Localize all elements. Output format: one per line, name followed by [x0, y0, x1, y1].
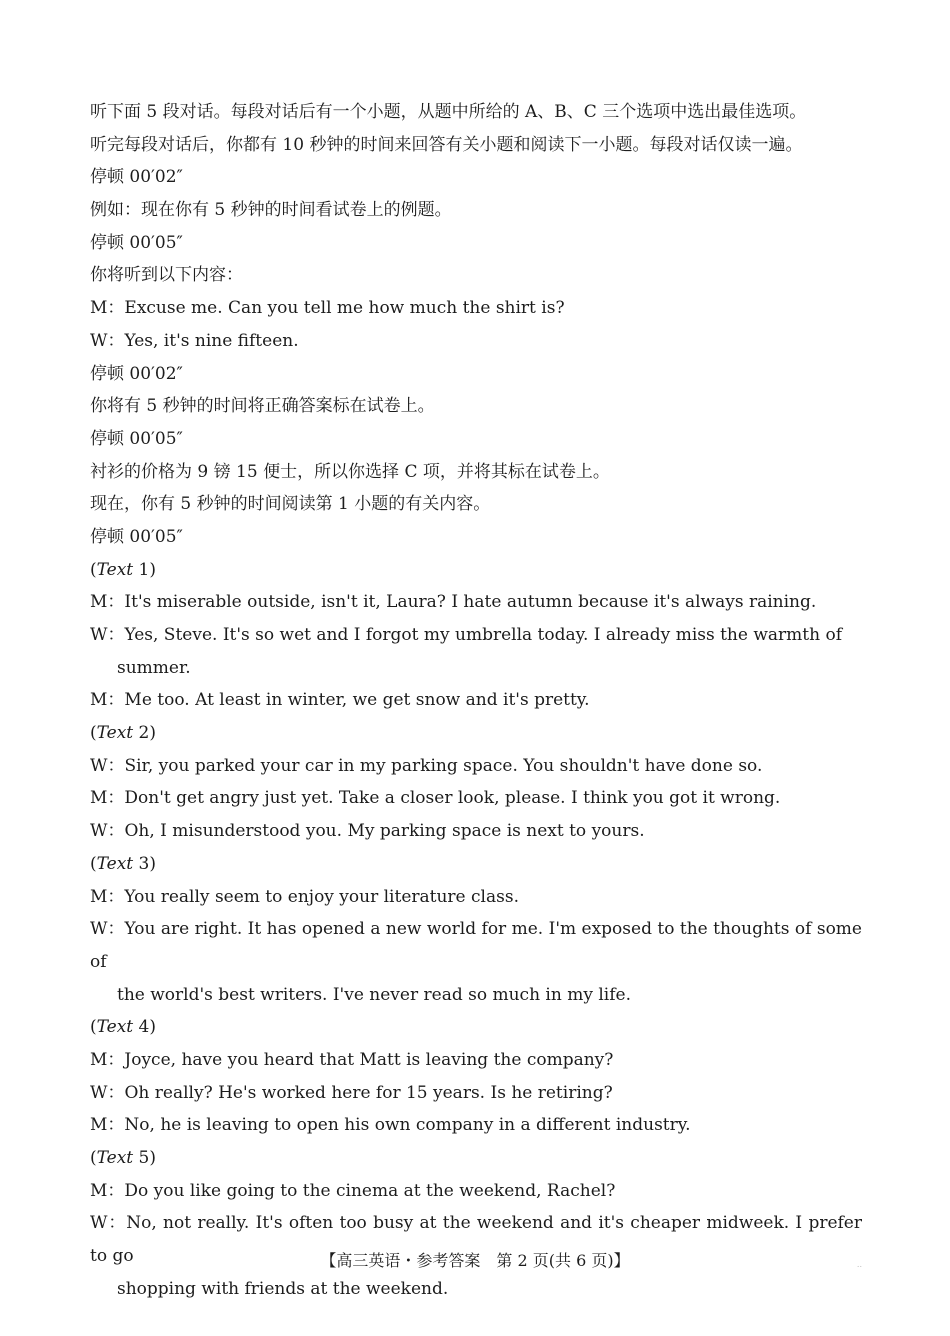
text-heading: [90, 1142, 862, 1175]
text-number: 4): [133, 1017, 156, 1038]
text-number: 5): [133, 1148, 156, 1169]
dialogue-line-first: W：No, not really. It's often too busy at the weekend and it's cheaper midweek. I prefer to go: [90, 1213, 862, 1267]
dialogue-line-first: W：Yes, Steve. It's so wet and I forgot my umbrella today. I already miss the warmth of: [90, 625, 842, 645]
pause-line: 停顿 00′02″: [90, 363, 183, 384]
dialogue-line: M：Do you like going to the cinema at the weekend, Rachel?: [90, 1180, 616, 1201]
now-read-line: 现在，你有 5 秒钟的时间阅读第 1 小题的有关内容。: [90, 494, 491, 515]
dialogue-line: W：Sir, you parked your car in my parking space. You shouldn't have done so.: [90, 755, 763, 776]
dialogue-line: W：Oh, I misunderstood you. My parking space is next to yours.: [90, 821, 645, 842]
example-line: 例如：现在你有 5 秒钟的时间看试卷上的例题。: [90, 200, 452, 221]
dialogue-line: M：Joyce, have you heard that Matt is leaving the company?: [90, 1050, 614, 1071]
dialogue-line: M：It's miserable outside, isn't it, Laura? I hate autumn because it's always raining.: [90, 592, 817, 613]
explanation-line: 衬衫的价格为 9 镑 15 便士，所以你选择 C 项，并将其标在试卷上。: [90, 461, 610, 482]
page-content: [90, 96, 862, 1306]
text-heading: [90, 554, 862, 587]
text-number: 2): [133, 723, 156, 744]
will-hear-line: 你将听到以下内容：: [90, 265, 243, 286]
dialogue-line: M：You really seem to enjoy your literature class.: [90, 886, 519, 907]
paren: (: [90, 723, 97, 744]
text-label: Text: [96, 1148, 134, 1169]
dialogue-line-continuation: shopping with friends at the weekend.: [117, 1278, 449, 1299]
dialogue-line: W：Oh really? He's worked here for 15 years. Is he retiring?: [90, 1082, 613, 1103]
paren: (: [90, 559, 97, 580]
paren: (: [90, 1017, 97, 1038]
pause-line: 停顿 00′02″: [90, 167, 183, 188]
text-label: Text: [96, 723, 134, 744]
dialogue-line-continuation: the world's best writers. I've never read so much in my life.: [117, 984, 631, 1005]
dialogue-line: [90, 619, 862, 684]
text-heading: [90, 848, 862, 881]
paren: (: [90, 1148, 97, 1169]
page-footer: 【高三英语・参考答案 第 2 页(共 6 页)】: [320, 1251, 630, 1270]
dialogue-line: [90, 913, 862, 1011]
dialogue-line: M：No, he is leaving to open his own company in a different industry.: [90, 1115, 691, 1136]
intro-line-1: 听下面 5 段对话。每段对话后有一个小题，从题中所给的 A、B、C 三个选项中选出最佳选项。: [90, 102, 807, 122]
scan-mark: ..: [856, 1260, 862, 1269]
text-label: Text: [96, 1017, 134, 1038]
example-dialogue-m: M：Excuse me. Can you tell me how much the shirt is?: [90, 298, 565, 319]
pause-line: 停顿 00′05″: [90, 232, 183, 253]
pause-line: 停顿 00′05″: [90, 428, 183, 449]
text-heading: [90, 1011, 862, 1044]
text-heading: [90, 717, 862, 750]
pause-line: 停顿 00′05″: [90, 526, 183, 547]
intro-line-2: 听完每段对话后，你都有 10 秒钟的时间来回答有关小题和阅读下一小题。每段对话仅读一遍。: [90, 134, 803, 155]
mark-answer-line: 你将有 5 秒钟的时间将正确答案标在试卷上。: [90, 396, 435, 417]
paren: (: [90, 853, 97, 874]
text-label: Text: [96, 559, 134, 580]
text-number: 3): [133, 853, 156, 874]
example-dialogue-w: W：Yes, it's nine fifteen.: [90, 330, 299, 351]
dialogue-line-first: W：You are right. It has opened a new world for me. I'm exposed to the thoughts of some of: [90, 919, 862, 972]
dialogue-line: M：Me too. At least in winter, we get snow and it's pretty.: [90, 690, 590, 711]
text-number: 1): [133, 559, 156, 580]
dialogue-line-continuation: summer.: [117, 657, 191, 678]
dialogue-line: M：Don't get angry just yet. Take a closer look, please. I think you got it wrong.: [90, 788, 781, 809]
text-label: Text: [96, 853, 134, 874]
